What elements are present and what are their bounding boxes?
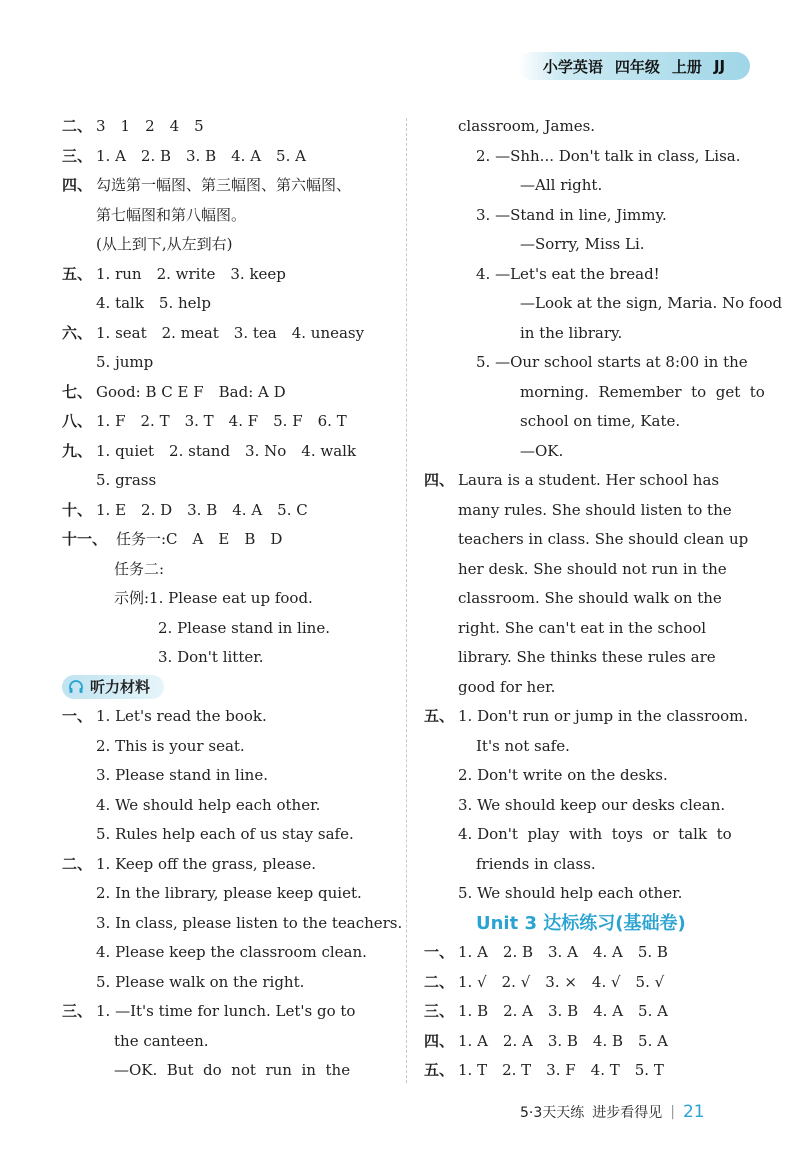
listening-transcript: [62, 702, 403, 1086]
answer-line: [62, 260, 398, 290]
line-text: 1. run 2. write 3. keep: [96, 264, 286, 283]
question-number: 四、: [62, 176, 93, 194]
answer-line: [62, 378, 398, 408]
answer-line: [62, 319, 398, 349]
line-text: 4. —Let's eat the bread!: [476, 264, 660, 283]
answer-line: [62, 909, 403, 939]
line-text: 1. seat 2. meat 3. tea 4. uneasy: [96, 323, 365, 342]
line-text: 1. Keep off the grass, please.: [96, 854, 317, 873]
line-text: 3. Don't litter.: [158, 648, 264, 666]
answer-line: [424, 732, 750, 762]
answer-line: [62, 230, 398, 260]
line-text: 1. Let's read the book.: [96, 707, 267, 725]
line-text: 1. —It's time for lunch. Let's go to: [96, 1002, 356, 1020]
line-text: 3. We should keep our desks clean.: [458, 795, 726, 814]
question-number: 十一、: [62, 530, 108, 548]
line-text: teachers in class. She should clean up: [458, 530, 749, 548]
question-number: 八、: [62, 412, 93, 430]
answer-list-left: [62, 112, 398, 673]
line-text: 2. Don't write on the desks.: [458, 766, 668, 784]
answer-line: [62, 791, 398, 821]
answer-line: [62, 643, 398, 673]
question-number: 一、: [62, 707, 93, 725]
line-text: 1. √ 2. √ 3. × 4. √ 5. √: [458, 972, 665, 991]
line-text: 1. E 2. D 3. B 4. A 5. C: [96, 500, 308, 519]
answer-line: [424, 171, 750, 201]
answer-line: [424, 142, 750, 172]
answer-line: [62, 1027, 398, 1057]
listening-header: [62, 673, 398, 703]
question-number: 十、: [62, 500, 93, 519]
answer-line: [424, 879, 750, 909]
question-number: 三、: [424, 1002, 455, 1020]
unit-answer-list: [424, 938, 750, 1086]
answer-line: [62, 997, 398, 1027]
line-text: the canteen.: [114, 1031, 209, 1050]
line-text: Laura is a student. Her school has: [458, 471, 720, 489]
answer-line: [62, 850, 398, 880]
line-text: 5. jump: [96, 353, 154, 371]
line-text: 3. In class, please listen to the teachers.: [96, 913, 403, 932]
answer-line: [424, 702, 750, 732]
line-text: morning. Remember to get to: [520, 382, 765, 401]
question-number: 五、: [424, 707, 455, 725]
line-text: 5. —Our school starts at 8:00 in the: [476, 353, 748, 371]
question-number: 三、: [62, 1002, 93, 1020]
line-text: 1. Don't run or jump in the classroom.: [458, 707, 749, 725]
answer-line: [424, 997, 750, 1027]
answer-line: [62, 496, 398, 526]
question-number: 一、: [424, 943, 455, 961]
answer-line: [62, 968, 398, 998]
answer-line: [62, 525, 398, 555]
answer-line: [424, 761, 750, 791]
answer-line: [62, 761, 398, 791]
answer-line: [424, 466, 750, 496]
answer-line: [424, 614, 750, 644]
question-number: 四、: [424, 1031, 455, 1050]
line-text: 任务二:: [114, 559, 165, 578]
answer-line: [62, 466, 398, 496]
answer-line: [424, 201, 750, 231]
answer-line: [62, 614, 398, 644]
line-text: 4. Please keep the classroom clean.: [96, 943, 367, 961]
line-text: It's not safe.: [476, 736, 570, 755]
answer-line: [424, 938, 750, 968]
line-text: —OK.: [520, 441, 564, 460]
answer-line: [62, 289, 398, 319]
line-text: 1. F 2. T 3. T 4. F 5. F 6. T: [96, 412, 347, 430]
column-divider: [406, 118, 407, 1083]
line-text: right. She can't eat in the school: [458, 618, 707, 637]
line-text: 4. talk 5. help: [96, 294, 211, 312]
unit-title: Unit 3 达标练习(基础卷): [476, 912, 686, 934]
header-grade: 四年级: [614, 57, 660, 76]
answer-line: [424, 555, 750, 585]
answer-line: [424, 850, 750, 880]
line-text: 5. Rules help each of us stay safe.: [96, 825, 354, 843]
answer-line: [424, 1027, 750, 1057]
answer-line: [424, 437, 750, 467]
answer-line: [62, 584, 398, 614]
line-text: 任务一:C A E B D: [116, 530, 283, 548]
answer-line: [62, 702, 398, 732]
line-text: 1. A 2. A 3. B 4. B 5. A: [458, 1031, 668, 1050]
line-text: —OK. But do not run in the: [114, 1061, 351, 1079]
line-text: 2. —Shh... Don't talk in class, Lisa.: [476, 146, 741, 165]
page-number: 21: [682, 1102, 705, 1122]
line-text: 4. We should help each other.: [96, 795, 321, 814]
line-text: —Sorry, Miss Li.: [520, 235, 645, 253]
line-text: friends in class.: [476, 854, 596, 873]
answer-line: [62, 879, 398, 909]
question-number: 二、: [62, 854, 93, 873]
line-text: many rules. She should listen to the: [458, 500, 732, 519]
answer-line: [62, 732, 398, 762]
line-text: school on time, Kate.: [520, 412, 681, 430]
unit-title-row: [424, 909, 750, 939]
answer-line: [62, 171, 398, 201]
line-text: 1. A 2. B 3. B 4. A 5. A: [96, 146, 306, 165]
answer-line: [62, 112, 398, 142]
answer-line: [424, 673, 750, 703]
line-text: 3. Please stand in line.: [96, 766, 268, 784]
line-text: 3. —Stand in line, Jimmy.: [476, 205, 667, 224]
answer-line: [62, 1056, 398, 1086]
question-number: 三、: [62, 146, 93, 165]
line-text: classroom, James.: [458, 117, 596, 135]
page-footer: [520, 1102, 705, 1122]
answer-line: [62, 201, 398, 231]
line-text: her desk. She should not run in the: [458, 559, 727, 578]
line-text: library. She thinks these rules are: [458, 648, 716, 666]
answer-line: [424, 525, 750, 555]
answer-line: [424, 230, 750, 260]
line-text: 2. This is your seat.: [96, 736, 245, 755]
line-text: —All right.: [520, 176, 603, 194]
left-column: [62, 112, 403, 1086]
line-text: 1. quiet 2. stand 3. No 4. walk: [96, 441, 357, 460]
line-text: 5. grass: [96, 471, 157, 489]
line-text: 4. Don't play with toys or talk to: [458, 825, 732, 843]
question-number: 五、: [424, 1061, 455, 1079]
header-subject: 小学英语: [542, 57, 603, 76]
question-number: 二、: [424, 972, 455, 991]
footer-separator: |: [670, 1104, 675, 1120]
header-badge: [518, 52, 750, 80]
question-number: 二、: [62, 117, 93, 135]
answer-line: [62, 555, 398, 585]
line-text: 5. We should help each other.: [458, 884, 683, 902]
question-number: 六、: [62, 323, 93, 342]
question-number: 七、: [62, 382, 93, 401]
question-number: 五、: [62, 264, 93, 283]
line-text: 第七幅图和第八幅图。: [96, 205, 247, 224]
question-number: 九、: [62, 441, 93, 460]
header-edition: JJ: [713, 57, 726, 75]
line-text: 5. Please walk on the right.: [96, 972, 305, 991]
listening-label: 听力材料: [90, 677, 151, 696]
answer-line: [424, 791, 750, 821]
header-volume: 上册: [671, 57, 702, 76]
line-text: in the library.: [520, 323, 623, 342]
line-text: 2. Please stand in line.: [158, 618, 330, 637]
answer-line: [424, 112, 750, 142]
answer-line: [424, 968, 750, 998]
answer-list-right: [424, 112, 783, 909]
answer-line: [424, 289, 783, 319]
line-text: —Look at the sign, Maria. No food: [520, 294, 783, 312]
answer-line: [424, 407, 750, 437]
question-number: 四、: [424, 471, 455, 489]
line-text: (从上到下,从左到右): [96, 235, 233, 253]
footer-slogan: 进步看得见: [592, 1105, 663, 1121]
line-text: 1. B 2. A 3. B 4. A 5. A: [458, 1002, 668, 1020]
line-text: 3 1 2 4 5: [96, 117, 204, 135]
headphones-icon: [68, 679, 84, 695]
answer-line: [62, 348, 398, 378]
answer-line: [62, 938, 398, 968]
answer-line: [424, 820, 750, 850]
answer-line: [62, 142, 398, 172]
line-text: 1. T 2. T 3. F 4. T 5. T: [458, 1061, 664, 1079]
answer-line: [424, 1056, 750, 1086]
line-text: good for her.: [458, 677, 556, 696]
line-text: 2. In the library, please keep quiet.: [96, 884, 362, 902]
line-text: 1. A 2. B 3. A 4. A 5. B: [458, 943, 668, 961]
answer-line: [424, 378, 765, 408]
answer-line: [424, 584, 750, 614]
answer-line: [424, 643, 750, 673]
right-column: [424, 112, 783, 1086]
answer-line: [424, 496, 750, 526]
footer-brand: 5·3天天练: [520, 1105, 585, 1121]
answer-line: [62, 437, 398, 467]
answer-line: [424, 348, 750, 378]
line-text: classroom. She should walk on the: [458, 589, 722, 607]
answer-line: [62, 407, 398, 437]
line-text: 勾选第一幅图、第三幅图、第六幅图、: [96, 176, 352, 194]
answer-line: [62, 820, 398, 850]
answer-line: [424, 319, 750, 349]
listening-badge: [62, 675, 164, 699]
line-text: Good: B C E F Bad: A D: [96, 382, 286, 401]
line-text: 示例:1. Please eat up food.: [114, 589, 313, 607]
answer-line: [424, 260, 750, 290]
